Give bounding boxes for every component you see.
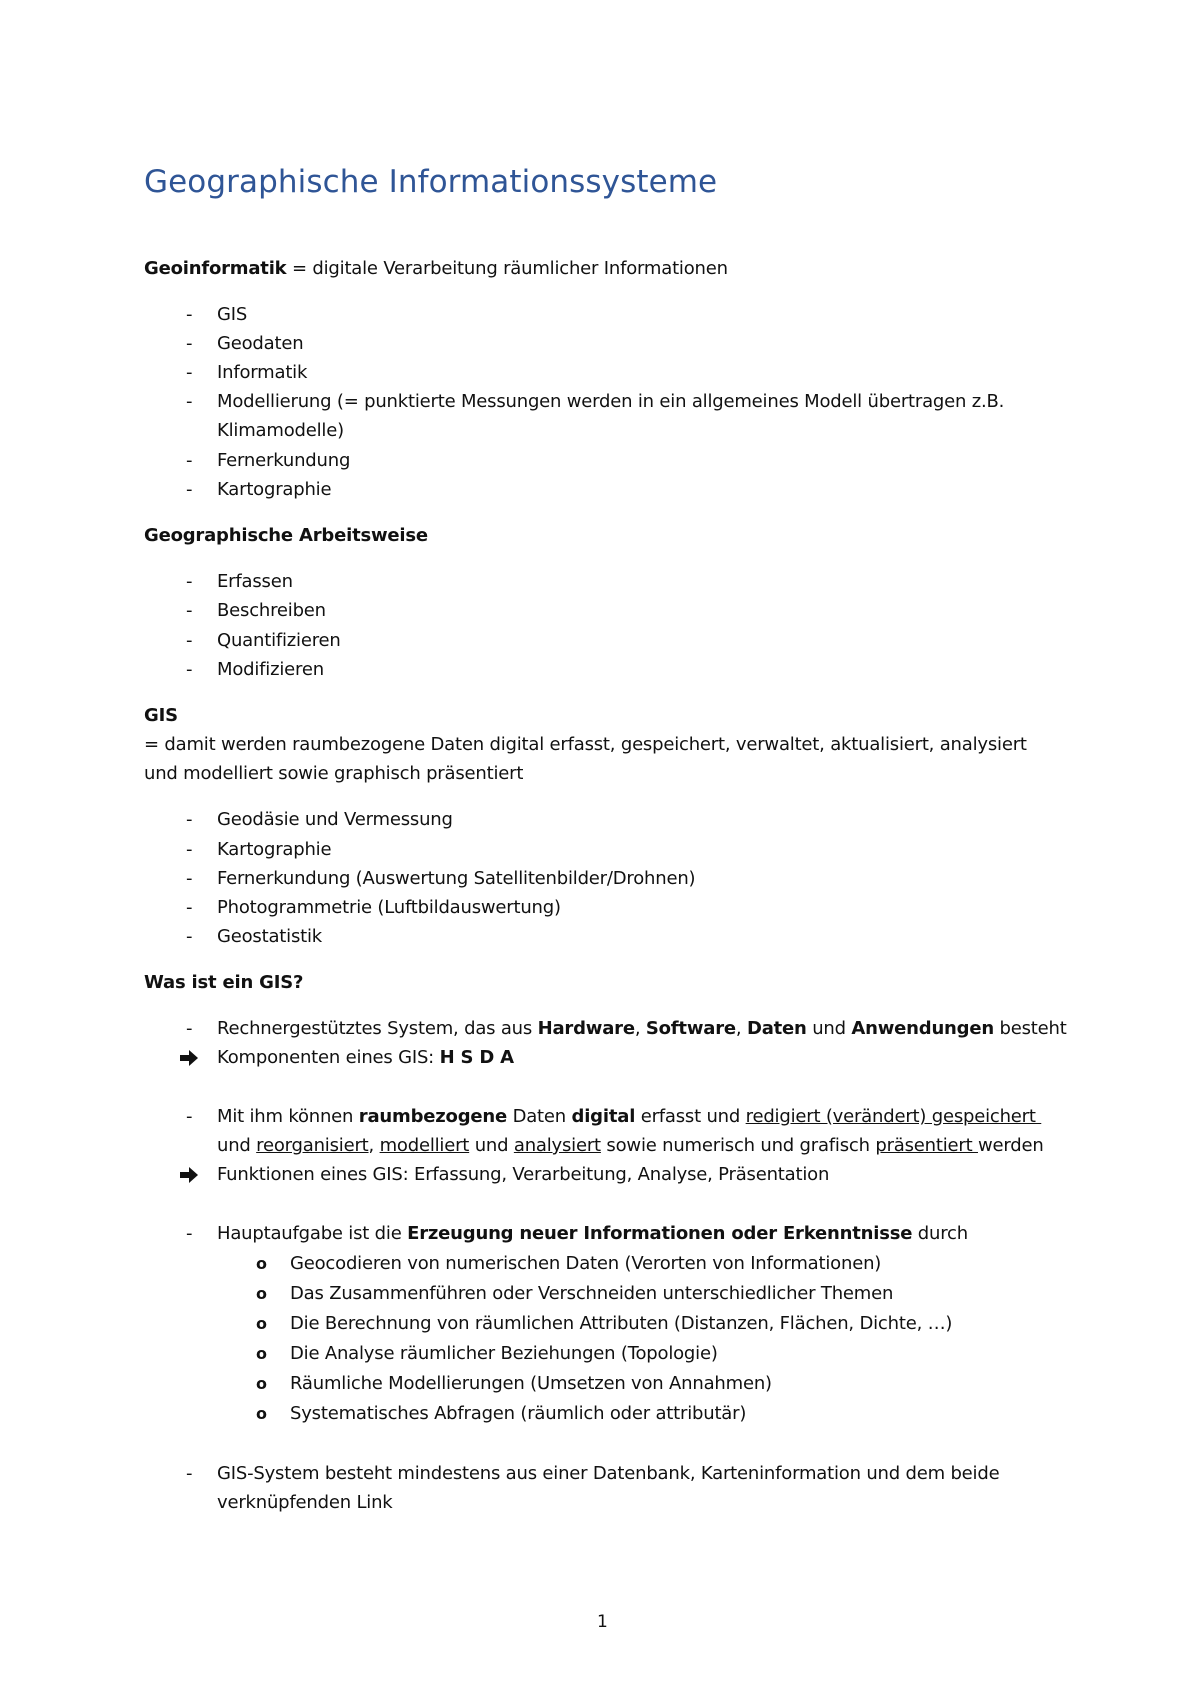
list-item: Modifizieren bbox=[217, 659, 324, 680]
gis-definition-line: = damit werden raumbezogene Daten digital erfasst, gespeichert, verwaltet, aktualisiert, analysiert bbox=[144, 734, 1027, 755]
section-heading bbox=[144, 970, 303, 996]
functions-summary: Funktionen eines GIS: Erfassung, Verarbeitung, Analyse, Präsentation bbox=[217, 1164, 830, 1185]
text-run: , bbox=[634, 1018, 646, 1039]
list-dash: - bbox=[186, 868, 193, 889]
text-run: erfasst und bbox=[635, 1106, 746, 1127]
list-item: Fernerkundung bbox=[217, 450, 351, 471]
list-dash: - bbox=[186, 926, 193, 947]
page-title: Geographische Informationssysteme bbox=[144, 164, 718, 200]
list-item: Geodäsie und Vermessung bbox=[217, 809, 453, 830]
list-dash: - bbox=[186, 333, 193, 354]
term-geoinformatik: Geoinformatik bbox=[144, 258, 287, 279]
list-dash: - bbox=[186, 1018, 193, 1039]
list-dash: - bbox=[186, 630, 193, 651]
text-run: besteht bbox=[993, 1018, 1067, 1039]
definition-text: = digitale Verarbeitung räumlicher Informationen bbox=[286, 258, 728, 279]
list-item: Quantifizieren bbox=[217, 630, 341, 651]
text-run: , bbox=[735, 1018, 747, 1039]
list-item: Beschreiben bbox=[217, 600, 326, 621]
list-dash: - bbox=[186, 600, 193, 621]
list-item-continuation: Klimamodelle) bbox=[217, 420, 344, 441]
list-dash: - bbox=[186, 391, 193, 412]
text-bold: raumbezogene bbox=[358, 1106, 508, 1127]
heading-text: Geographische Arbeitsweise bbox=[144, 525, 428, 546]
list-dash: - bbox=[186, 362, 193, 383]
text-run: durch bbox=[912, 1223, 968, 1244]
sub-list-item: Die Berechnung von räumlichen Attributen (Distanzen, Flächen, Dichte, …) bbox=[290, 1313, 953, 1334]
text-bold: Erzeugung neuer Informationen oder Erkenntnisse bbox=[407, 1223, 913, 1244]
sub-list-item: Räumliche Modellierungen (Umsetzen von Annahmen) bbox=[290, 1373, 772, 1394]
sub-bullet: o bbox=[256, 1314, 267, 1333]
paragraph-functions-line1 bbox=[217, 1104, 1041, 1130]
text-bold: H S D A bbox=[439, 1047, 514, 1068]
sub-bullet: o bbox=[256, 1284, 267, 1303]
text-bold: Daten bbox=[746, 1018, 807, 1039]
heading-text: GIS bbox=[144, 705, 178, 726]
sub-list-item: Systematisches Abfragen (räumlich oder attributär) bbox=[290, 1403, 747, 1424]
list-dash: - bbox=[186, 479, 193, 500]
sub-bullet: o bbox=[256, 1374, 267, 1393]
list-dash: - bbox=[186, 1223, 193, 1244]
text-underlined: präsentiert bbox=[875, 1135, 978, 1156]
text-run: werden bbox=[977, 1135, 1044, 1156]
paragraph-main-task bbox=[217, 1221, 968, 1247]
text-run: und bbox=[469, 1135, 514, 1156]
gis-definition-line: und modelliert sowie graphisch präsentiert bbox=[144, 763, 524, 784]
list-dash: - bbox=[186, 304, 193, 325]
sub-list-item: Das Zusammenführen oder Verschneiden unterschiedlicher Themen bbox=[290, 1283, 894, 1304]
text-bold: Anwendungen bbox=[851, 1018, 994, 1039]
text-run: Komponenten eines GIS: bbox=[217, 1047, 440, 1068]
list-dash: - bbox=[186, 809, 193, 830]
text-bold: Software bbox=[645, 1018, 736, 1039]
text-bold: digital bbox=[571, 1106, 636, 1127]
text-run: Mit ihm können bbox=[217, 1106, 359, 1127]
list-dash: - bbox=[186, 897, 193, 918]
list-item: Modellierung (= punktierte Messungen werden in ein allgemeines Modell übertragen z.B. bbox=[217, 391, 1005, 412]
arrow-right-icon bbox=[178, 1045, 200, 1071]
paragraph-gis-system-continuation: verknüpfenden Link bbox=[217, 1492, 393, 1513]
list-item: GIS bbox=[217, 304, 248, 325]
sub-list-item: Die Analyse räumlicher Beziehungen (Topologie) bbox=[290, 1343, 718, 1364]
text-run: Rechnergestütztes System, das aus bbox=[217, 1018, 538, 1039]
list-item: Kartographie bbox=[217, 479, 332, 500]
list-dash: - bbox=[186, 571, 193, 592]
section-heading bbox=[144, 703, 178, 729]
text-bold: Hardware bbox=[537, 1018, 635, 1039]
text-run: Hauptaufgabe ist die bbox=[217, 1223, 408, 1244]
text-underlined: analysiert bbox=[513, 1135, 601, 1156]
list-dash: - bbox=[186, 839, 193, 860]
paragraph-functions-line2 bbox=[217, 1133, 1044, 1159]
list-item: Informatik bbox=[217, 362, 308, 383]
sub-bullet: o bbox=[256, 1344, 267, 1363]
text-run: sowie numerisch und grafisch bbox=[600, 1135, 876, 1156]
text-run: und bbox=[806, 1018, 852, 1039]
list-item: Erfassen bbox=[217, 571, 293, 592]
list-dash: - bbox=[186, 1106, 193, 1127]
components-summary bbox=[217, 1045, 514, 1071]
list-dash: - bbox=[186, 450, 193, 471]
sub-list-item: Geocodieren von numerischen Daten (Verorten von Informationen) bbox=[290, 1253, 882, 1274]
list-item: Geodaten bbox=[217, 333, 304, 354]
text-run: Daten bbox=[507, 1106, 572, 1127]
list-item: Geostatistik bbox=[217, 926, 323, 947]
arrow-right-icon bbox=[178, 1162, 200, 1188]
section-heading bbox=[144, 523, 428, 549]
geoinformatik-definition bbox=[144, 256, 728, 282]
paragraph-components bbox=[217, 1016, 1067, 1042]
list-item: Fernerkundung (Auswertung Satellitenbilder/Drohnen) bbox=[217, 868, 696, 889]
text-underlined: redigiert (verändert) gespeichert bbox=[745, 1106, 1042, 1127]
sub-bullet: o bbox=[256, 1254, 267, 1273]
text-run: , bbox=[368, 1135, 380, 1156]
text-run: und bbox=[217, 1135, 257, 1156]
page-number: 1 bbox=[597, 1612, 608, 1632]
list-item: Photogrammetrie (Luftbildauswertung) bbox=[217, 897, 561, 918]
list-dash: - bbox=[186, 659, 193, 680]
list-item: Kartographie bbox=[217, 839, 332, 860]
heading-text: Was ist ein GIS? bbox=[144, 972, 304, 993]
paragraph-gis-system: GIS-System besteht mindestens aus einer Datenbank, Karteninformation und dem beide bbox=[217, 1463, 1000, 1484]
list-dash: - bbox=[186, 1463, 193, 1484]
sub-bullet: o bbox=[256, 1404, 267, 1423]
text-underlined: modelliert bbox=[379, 1135, 470, 1156]
text-underlined: reorganisiert bbox=[256, 1135, 369, 1156]
